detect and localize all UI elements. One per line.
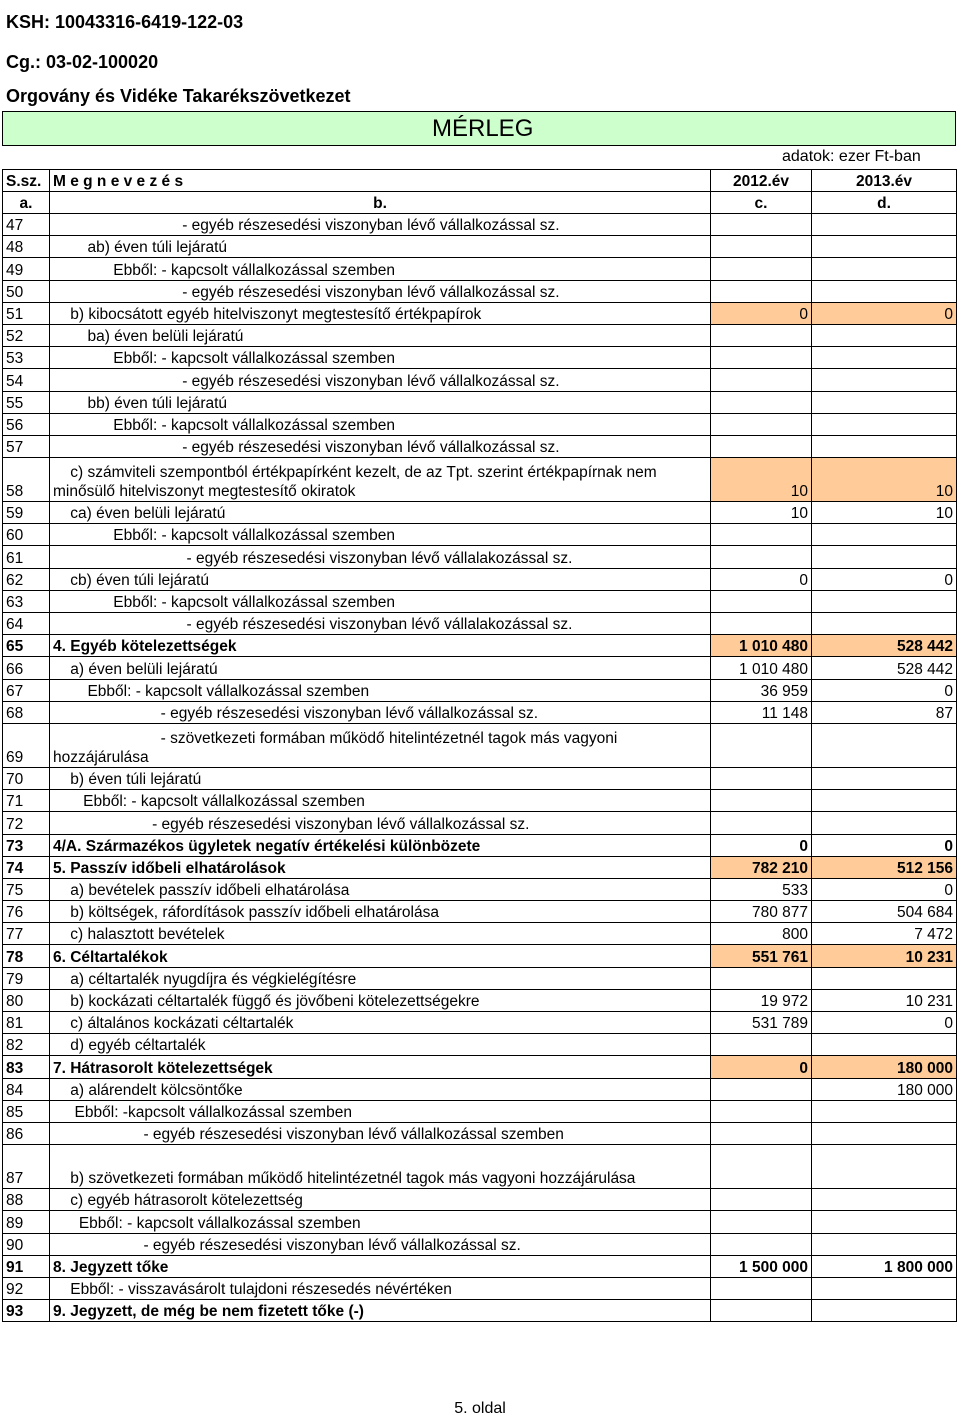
row-number: 50 [3, 280, 50, 302]
letter-a: a. [3, 192, 50, 214]
row-number: 93 [3, 1300, 50, 1322]
letter-d: d. [812, 192, 957, 214]
value-2013 [812, 967, 957, 989]
row-label: a) alárendelt kölcsöntőke [50, 1078, 711, 1100]
value-2012 [711, 767, 812, 789]
header-name: M e g n e v e z é s [50, 170, 711, 192]
value-2013 [812, 790, 957, 812]
value-2013: 504 684 [812, 901, 957, 923]
header-2013: 2013.év [812, 170, 957, 192]
value-2013 [812, 413, 957, 435]
value-2013 [812, 1100, 957, 1122]
value-2012: 19 972 [711, 989, 812, 1011]
row-number: 87 [3, 1145, 50, 1189]
table-row [3, 989, 957, 1011]
table-row [3, 524, 957, 546]
value-2013 [812, 1300, 957, 1322]
row-number: 53 [3, 347, 50, 369]
table-row [3, 790, 957, 812]
row-number: 85 [3, 1100, 50, 1122]
table-row [3, 901, 957, 923]
value-2013 [812, 1211, 957, 1233]
row-label: Ebből: -kapcsolt vállalkozással szemben [50, 1100, 711, 1122]
column-header-row [3, 170, 957, 192]
row-number: 58 [3, 458, 50, 502]
row-number: 60 [3, 524, 50, 546]
value-2012 [711, 391, 812, 413]
row-label: - egyéb részesedési viszonyban lévő vállalkozással sz. [50, 280, 711, 302]
row-label: Ebből: - kapcsolt vállalkozással szemben [50, 413, 711, 435]
value-2012: 551 761 [711, 945, 812, 967]
table-row [3, 723, 957, 767]
value-2013: 10 231 [812, 989, 957, 1011]
value-2012 [711, 435, 812, 457]
row-label: 5. Passzív időbeli elhatárolások [50, 856, 711, 878]
organization-name: Orgovány és Vidéke Takarékszövetkezet [6, 86, 351, 106]
value-2013 [812, 1145, 957, 1189]
row-number: 73 [3, 834, 50, 856]
value-2012: 1 010 480 [711, 635, 812, 657]
row-label: - egyéb részesedési viszonyban lévő vállalkozással sz. [50, 214, 711, 236]
units-note: adatok: ezer Ft-ban [782, 148, 921, 165]
row-number: 51 [3, 302, 50, 324]
value-2012 [711, 546, 812, 568]
row-number: 68 [3, 701, 50, 723]
table-row [3, 280, 957, 302]
row-label: - egyéb részesedési viszonyban lévő vállalakozással sz. [50, 546, 711, 568]
row-number: 70 [3, 767, 50, 789]
value-2012: 10 [711, 458, 812, 502]
table-row [3, 324, 957, 346]
value-2013: 0 [812, 679, 957, 701]
letter-b: b. [50, 192, 711, 214]
balance-sheet-table [2, 169, 957, 1322]
value-2012 [711, 280, 812, 302]
table-row [3, 458, 957, 502]
value-2013 [812, 324, 957, 346]
table-row [3, 369, 957, 391]
value-2013 [812, 236, 957, 258]
column-letter-row [3, 192, 957, 214]
row-number: 90 [3, 1233, 50, 1255]
header-num: S.sz. [3, 170, 50, 192]
table-row [3, 679, 957, 701]
value-2013: 10 [812, 502, 957, 524]
row-number: 86 [3, 1122, 50, 1144]
row-number: 49 [3, 258, 50, 280]
value-2013: 7 472 [812, 923, 957, 945]
value-2012: 782 210 [711, 856, 812, 878]
row-label: - szövetkezeti formában működő hitelintézetnél tagok más vagyoni hozzájárulása [50, 723, 711, 767]
row-number: 56 [3, 413, 50, 435]
row-label: - egyéb részesedési viszonyban lévő vállalkozással sz. [50, 435, 711, 457]
row-label: 8. Jegyzett tőke [50, 1255, 711, 1277]
row-label: cb) éven túli lejáratú [50, 568, 711, 590]
row-number: 57 [3, 435, 50, 457]
row-number: 54 [3, 369, 50, 391]
value-2012: 1 010 480 [711, 657, 812, 679]
page-number: 5. oldal [454, 1400, 506, 1417]
row-label: 4/A. Származékos ügyletek negatív értékelési különbözete [50, 834, 711, 856]
value-2013 [812, 214, 957, 236]
value-2012 [711, 1300, 812, 1322]
row-number: 59 [3, 502, 50, 524]
value-2013 [812, 1034, 957, 1056]
value-2013 [812, 812, 957, 834]
row-label: 6. Céltartalékok [50, 945, 711, 967]
table-row [3, 767, 957, 789]
value-2013: 0 [812, 1012, 957, 1034]
row-number: 79 [3, 967, 50, 989]
value-2013: 10 231 [812, 945, 957, 967]
value-2013: 0 [812, 568, 957, 590]
value-2013 [812, 524, 957, 546]
table-row [3, 1233, 957, 1255]
value-2012: 10 [711, 502, 812, 524]
row-number: 52 [3, 324, 50, 346]
value-2012: 36 959 [711, 679, 812, 701]
table-row [3, 236, 957, 258]
value-2013: 0 [812, 834, 957, 856]
title-banner [2, 111, 956, 146]
table-row [3, 568, 957, 590]
value-2013 [812, 613, 957, 635]
value-2013 [812, 258, 957, 280]
value-2012 [711, 1233, 812, 1255]
value-2012 [711, 1189, 812, 1211]
value-2012 [711, 214, 812, 236]
row-label: Ebből: - kapcsolt vállalkozással szemben [50, 347, 711, 369]
row-number: 89 [3, 1211, 50, 1233]
row-number: 77 [3, 923, 50, 945]
row-label: ab) éven túli lejáratú [50, 236, 711, 258]
row-label: Ebből: - kapcsolt vállalkozással szemben [50, 524, 711, 546]
letter-c: c. [711, 192, 812, 214]
table-row [3, 834, 957, 856]
table-row [3, 945, 957, 967]
value-2012 [711, 1211, 812, 1233]
value-2013: 0 [812, 878, 957, 900]
row-label: a) bevételek passzív időbeli elhatárolása [50, 878, 711, 900]
row-label: - egyéb részesedési viszonyban lévő vállalkozással sz. [50, 1233, 711, 1255]
row-number: 75 [3, 878, 50, 900]
table-row [3, 657, 957, 679]
value-2012: 0 [711, 568, 812, 590]
row-label: - egyéb részesedési viszonyban lévő vállalkozással sz. [50, 701, 711, 723]
row-number: 92 [3, 1277, 50, 1299]
row-label: 9. Jegyzett, de még be nem fizetett tőke (-) [50, 1300, 711, 1322]
value-2013: 87 [812, 701, 957, 723]
table-row [3, 1078, 957, 1100]
page-title: MÉRLEG [432, 115, 534, 142]
value-2013: 1 800 000 [812, 1255, 957, 1277]
value-2012: 1 500 000 [711, 1255, 812, 1277]
value-2013 [812, 767, 957, 789]
row-number: 81 [3, 1012, 50, 1034]
company-registration: Cg.: 03-02-100020 [6, 52, 159, 72]
value-2013 [812, 391, 957, 413]
table-row [3, 302, 957, 324]
table-row [3, 1145, 957, 1189]
header-2012: 2012.év [711, 170, 812, 192]
table-row [3, 1211, 957, 1233]
value-2012: 533 [711, 878, 812, 900]
table-row [3, 923, 957, 945]
row-number: 88 [3, 1189, 50, 1211]
ksh-code: KSH: 10043316-6419-122-03 [6, 12, 244, 32]
value-2013: 528 442 [812, 635, 957, 657]
row-label: Ebből: - kapcsolt vállalkozással szemben [50, 590, 711, 612]
row-label: d) egyéb céltartalék [50, 1034, 711, 1056]
row-label: - egyéb részesedési viszonyban lévő vállalkozással sz. [50, 812, 711, 834]
value-2012 [711, 236, 812, 258]
row-label: - egyéb részesedési viszonyban lévő vállalkozással sz. [50, 369, 711, 391]
row-label: Ebből: - kapcsolt vállalkozással szemben [50, 1211, 711, 1233]
row-number: 66 [3, 657, 50, 679]
table-row [3, 812, 957, 834]
table-row [3, 1300, 957, 1322]
table-row [3, 258, 957, 280]
value-2013 [812, 369, 957, 391]
row-number: 84 [3, 1078, 50, 1100]
value-2013 [812, 435, 957, 457]
row-label: - egyéb részesedési viszonyban lévő vállalkozással szemben [50, 1122, 711, 1144]
table-row [3, 967, 957, 989]
value-2013 [812, 1277, 957, 1299]
value-2012 [711, 324, 812, 346]
value-2012 [711, 1078, 812, 1100]
row-label: ba) éven belüli lejáratú [50, 324, 711, 346]
value-2012 [711, 1145, 812, 1189]
row-label: a) éven belüli lejáratú [50, 657, 711, 679]
row-number: 72 [3, 812, 50, 834]
table-row [3, 701, 957, 723]
row-number: 64 [3, 613, 50, 635]
value-2012 [711, 613, 812, 635]
row-label: 7. Hátrasorolt kötelezettségek [50, 1056, 711, 1078]
row-label: b) éven túli lejáratú [50, 767, 711, 789]
value-2012: 800 [711, 923, 812, 945]
row-number: 71 [3, 790, 50, 812]
value-2012: 0 [711, 302, 812, 324]
value-2012 [711, 369, 812, 391]
value-2012 [711, 1122, 812, 1144]
row-number: 82 [3, 1034, 50, 1056]
row-number: 80 [3, 989, 50, 1011]
table-row [3, 1277, 957, 1299]
table-row [3, 1012, 957, 1034]
table-row [3, 635, 957, 657]
row-number: 65 [3, 635, 50, 657]
row-number: 83 [3, 1056, 50, 1078]
row-number: 63 [3, 590, 50, 612]
value-2012: 531 789 [711, 1012, 812, 1034]
table-row [3, 502, 957, 524]
value-2013: 180 000 [812, 1078, 957, 1100]
value-2013 [812, 1122, 957, 1144]
table-row [3, 1100, 957, 1122]
row-number: 69 [3, 723, 50, 767]
row-label: c) számviteli szempontból értékpapírként kezelt, de az Tpt. szerint értékpapírnak nem minősülő hitelviszonyt megtestesítő okiratok [50, 458, 711, 502]
row-label: Ebből: - kapcsolt vállalkozással szemben [50, 790, 711, 812]
value-2013: 0 [812, 302, 957, 324]
row-number: 67 [3, 679, 50, 701]
row-number: 47 [3, 214, 50, 236]
table-row [3, 214, 957, 236]
table-row [3, 878, 957, 900]
value-2012 [711, 790, 812, 812]
value-2013: 180 000 [812, 1056, 957, 1078]
row-number: 62 [3, 568, 50, 590]
table-row [3, 1056, 957, 1078]
table-row [3, 435, 957, 457]
value-2013 [812, 347, 957, 369]
value-2012: 0 [711, 834, 812, 856]
value-2012: 0 [711, 1056, 812, 1078]
value-2012 [711, 347, 812, 369]
row-label: Ebből: - kapcsolt vállalkozással szemben [50, 258, 711, 280]
value-2012 [711, 812, 812, 834]
table-row [3, 1189, 957, 1211]
table-row [3, 391, 957, 413]
table-row [3, 856, 957, 878]
row-number: 55 [3, 391, 50, 413]
row-label: c) egyéb hátrasorolt kötelezettség [50, 1189, 711, 1211]
value-2013 [812, 280, 957, 302]
row-label: 4. Egyéb kötelezettségek [50, 635, 711, 657]
row-number: 78 [3, 945, 50, 967]
table-row [3, 546, 957, 568]
table-row [3, 1255, 957, 1277]
row-number: 48 [3, 236, 50, 258]
table-row [3, 1034, 957, 1056]
row-label: b) költségek, ráfordítások passzív időbeli elhatárolása [50, 901, 711, 923]
value-2012 [711, 1277, 812, 1299]
value-2012 [711, 524, 812, 546]
row-label: Ebből: - kapcsolt vállalkozással szemben [50, 679, 711, 701]
table-row [3, 590, 957, 612]
value-2012 [711, 967, 812, 989]
value-2013: 10 [812, 458, 957, 502]
value-2013: 528 442 [812, 657, 957, 679]
value-2013 [812, 723, 957, 767]
row-label: b) kockázati céltartalék függő és jövőbeni kötelezettségekre [50, 989, 711, 1011]
row-label: bb) éven túli lejáratú [50, 391, 711, 413]
value-2012 [711, 1034, 812, 1056]
value-2012 [711, 590, 812, 612]
value-2012 [711, 258, 812, 280]
value-2013 [812, 1189, 957, 1211]
value-2013: 512 156 [812, 856, 957, 878]
value-2012 [711, 723, 812, 767]
row-number: 74 [3, 856, 50, 878]
row-label: - egyéb részesedési viszonyban lévő vállalakozással sz. [50, 613, 711, 635]
table-row [3, 1122, 957, 1144]
row-label: b) kibocsátott egyéb hitelviszonyt megtestesítő értékpapírok [50, 302, 711, 324]
row-label: c) halasztott bevételek [50, 923, 711, 945]
row-number: 76 [3, 901, 50, 923]
value-2012: 11 148 [711, 701, 812, 723]
table-row [3, 347, 957, 369]
value-2013 [812, 590, 957, 612]
row-label: a) céltartalék nyugdíjra és végkielégítésre [50, 967, 711, 989]
row-number: 91 [3, 1255, 50, 1277]
row-label: b) szövetkezeti formában működő hitelintézetnél tagok más vagyoni hozzájárulása [50, 1145, 711, 1189]
table-row [3, 613, 957, 635]
value-2012 [711, 1100, 812, 1122]
table-row [3, 413, 957, 435]
row-label: c) általános kockázati céltartalék [50, 1012, 711, 1034]
row-label: Ebből: - visszavásárolt tulajdoni részesedés névértéken [50, 1277, 711, 1299]
value-2012 [711, 413, 812, 435]
value-2013 [812, 1233, 957, 1255]
row-number: 61 [3, 546, 50, 568]
value-2012: 780 877 [711, 901, 812, 923]
row-label: ca) éven belüli lejáratú [50, 502, 711, 524]
value-2013 [812, 546, 957, 568]
